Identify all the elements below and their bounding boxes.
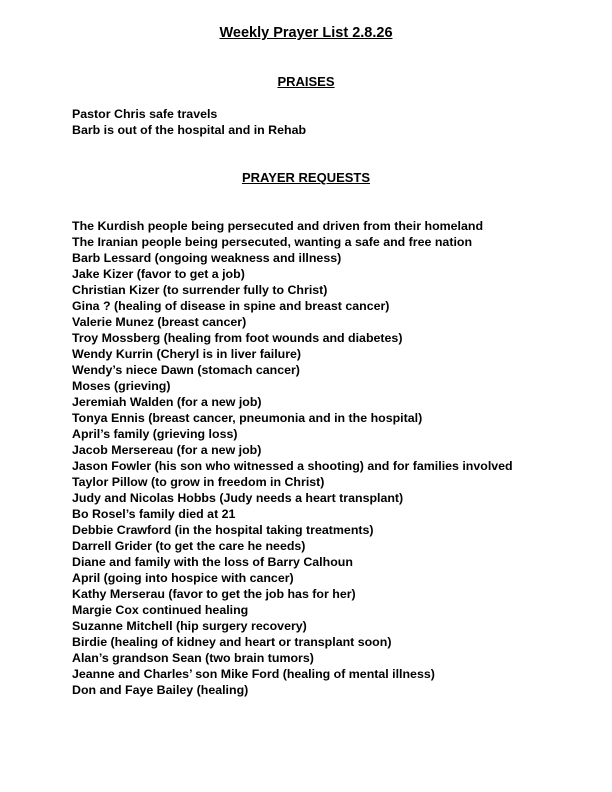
prayer-request-item: Jason Fowler (his son who witnessed a shooting) and for families involved bbox=[72, 459, 513, 473]
praises-heading: PRAISES bbox=[277, 74, 335, 89]
prayer-request-item: Judy and Nicolas Hobbs (Judy needs a heart transplant) bbox=[72, 491, 404, 505]
prayer-request-item: Christian Kizer (to surrender fully to Christ) bbox=[72, 283, 328, 297]
prayer-request-item: Gina ? (healing of disease in spine and breast cancer) bbox=[72, 299, 390, 313]
praise-item: Barb is out of the hospital and in Rehab bbox=[72, 123, 307, 137]
prayer-request-item: Bo Rosel’s family died at 21 bbox=[72, 507, 236, 521]
prayer-request-item: Jake Kizer (favor to get a job) bbox=[72, 267, 245, 281]
prayer-request-item: Wendy’s niece Dawn (stomach cancer) bbox=[72, 363, 300, 377]
prayer-request-item: Birdie (healing of kidney and heart or transplant soon) bbox=[72, 635, 392, 649]
prayer-request-item: Kathy Merserau (favor to get the job has for her) bbox=[72, 587, 356, 601]
praises-list bbox=[72, 106, 572, 138]
prayer-request-item: Margie Cox continued healing bbox=[72, 603, 249, 617]
prayer-request-item: Valerie Munez (breast cancer) bbox=[72, 315, 247, 329]
prayer-request-item: Tonya Ennis (breast cancer, pneumonia and in the hospital) bbox=[72, 411, 423, 425]
prayer-request-item: Barb Lessard (ongoing weakness and illness) bbox=[72, 251, 342, 265]
prayer-request-item: The Kurdish people being persecuted and driven from their homeland bbox=[72, 219, 484, 233]
prayer-request-item: The Iranian people being persecuted, wanting a safe and free nation bbox=[72, 235, 473, 249]
prayer-request-item: Jeanne and Charles’ son Mike Ford (healing of mental illness) bbox=[72, 667, 435, 681]
prayer-request-item: Suzanne Mitchell (hip surgery recovery) bbox=[72, 619, 307, 633]
prayer-requests-list bbox=[72, 218, 542, 698]
prayer-request-item: Jacob Mersereau (for a new job) bbox=[72, 443, 262, 457]
prayer-request-item: Moses (grieving) bbox=[72, 379, 171, 393]
prayer-request-item: Taylor Pillow (to grow in freedom in Christ) bbox=[72, 475, 325, 489]
prayer-request-item: Jeremiah Walden (for a new job) bbox=[72, 395, 262, 409]
praise-item: Pastor Chris safe travels bbox=[72, 107, 218, 121]
prayer-request-item: April’s family (grieving loss) bbox=[72, 427, 238, 441]
prayer-request-item: Debbie Crawford (in the hospital taking treatments) bbox=[72, 523, 374, 537]
prayer-request-item: Alan’s grandson Sean (two brain tumors) bbox=[72, 651, 314, 665]
prayer-request-item: April (going into hospice with cancer) bbox=[72, 571, 294, 585]
prayer-requests-heading: PRAYER REQUESTS bbox=[241, 170, 371, 185]
document-title: Weekly Prayer List 2.8.26 bbox=[219, 25, 393, 41]
prayer-request-item: Troy Mossberg (healing from foot wounds and diabetes) bbox=[72, 331, 403, 345]
prayer-request-item: Don and Faye Bailey (healing) bbox=[72, 683, 249, 697]
prayer-request-item: Diane and family with the loss of Barry Calhoun bbox=[72, 555, 353, 569]
prayer-request-item: Darrell Grider (to get the care he needs) bbox=[72, 539, 306, 553]
prayer-request-item: Wendy Kurrin (Cheryl is in liver failure) bbox=[72, 347, 302, 361]
